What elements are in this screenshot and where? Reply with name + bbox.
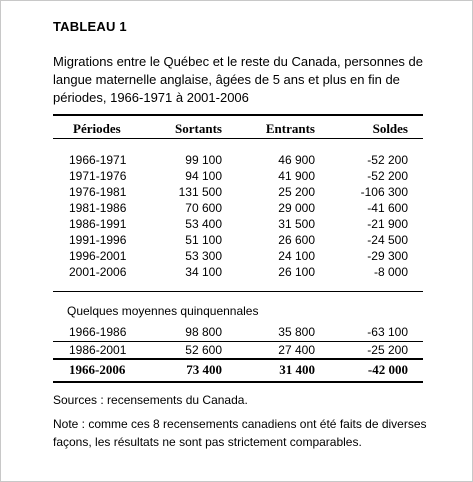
row-sortants: 70 600 [185, 201, 222, 215]
row-period: 1976-1981 [69, 185, 127, 199]
row-entrants: 41 900 [278, 169, 315, 183]
row-entrants: 26 100 [278, 265, 315, 279]
total-top-rule [53, 358, 423, 360]
row-sortants: 94 100 [185, 169, 222, 183]
top-rule [53, 114, 423, 116]
header-rule [53, 138, 423, 139]
average-row-entrants: 27 400 [278, 343, 315, 357]
average-row-entrants: 35 800 [278, 325, 315, 339]
row-entrants: 29 000 [278, 201, 315, 215]
row-sortants: 34 100 [185, 265, 222, 279]
total-entrants: 31 400 [279, 362, 315, 377]
section-rule [53, 291, 423, 292]
average-row-period: 1966-1986 [69, 325, 127, 339]
row-period: 1966-1971 [69, 153, 127, 167]
header-entrants: Entrants [265, 121, 315, 136]
row-soldes: -29 300 [367, 249, 408, 263]
row-period: 1981-1986 [69, 201, 127, 215]
row-soldes: -8 000 [373, 265, 408, 279]
average-rule [53, 341, 423, 342]
row-soldes: -106 300 [360, 185, 408, 199]
row-soldes: -41 600 [367, 201, 408, 215]
row-period: 1996-2001 [69, 249, 127, 263]
header-sortants: Sortants [175, 121, 222, 136]
row-period: 1991-1996 [69, 233, 127, 247]
header-periodes: Périodes [73, 121, 121, 136]
row-period: 1986-1991 [69, 217, 127, 231]
average-row-sortants: 98 800 [185, 325, 222, 339]
table-label: TABLEAU 1 [53, 19, 127, 34]
row-sortants: 53 300 [185, 249, 222, 263]
header-soldes: Soldes [372, 121, 408, 136]
average-row-sortants: 52 600 [185, 343, 222, 357]
row-entrants: 24 100 [278, 249, 315, 263]
average-row-soldes: -63 100 [367, 325, 408, 339]
row-period: 1971-1976 [69, 169, 127, 183]
row-soldes: -24 500 [367, 233, 408, 247]
row-soldes: -21 900 [367, 217, 408, 231]
table-caption: Migrations entre le Québec et le reste du Canada, personnes de langue maternelle anglaise, âgées de 5 ans et plus en fin de périodes, 1966-1971 à 2001-2006 [53, 54, 424, 105]
total-period: 1966-2006 [69, 362, 126, 377]
row-sortants: 53 400 [185, 217, 222, 231]
bottom-rule [53, 381, 423, 383]
row-entrants: 31 500 [278, 217, 315, 231]
row-entrants: 26 600 [278, 233, 315, 247]
row-entrants: 25 200 [278, 185, 315, 199]
row-sortants: 51 100 [185, 233, 222, 247]
average-row-soldes: -25 200 [367, 343, 408, 357]
row-period: 2001-2006 [69, 265, 127, 279]
source-note: Sources : recensements du Canada. [53, 393, 248, 407]
total-soldes: -42 000 [367, 362, 408, 377]
row-sortants: 131 500 [178, 185, 222, 199]
row-soldes: -52 200 [367, 169, 408, 183]
methodology-note: Note : comme ces 8 recensements canadiens ont été faits de diverses façons, les résultats ne sont pas strictement comparables. [53, 417, 427, 449]
row-sortants: 99 100 [185, 153, 222, 167]
total-sortants: 73 400 [186, 362, 222, 377]
row-entrants: 46 900 [278, 153, 315, 167]
average-row-period: 1986-2001 [69, 343, 127, 357]
row-soldes: -52 200 [367, 153, 408, 167]
averages-label: Quelques moyennes quinquennales [67, 304, 259, 318]
